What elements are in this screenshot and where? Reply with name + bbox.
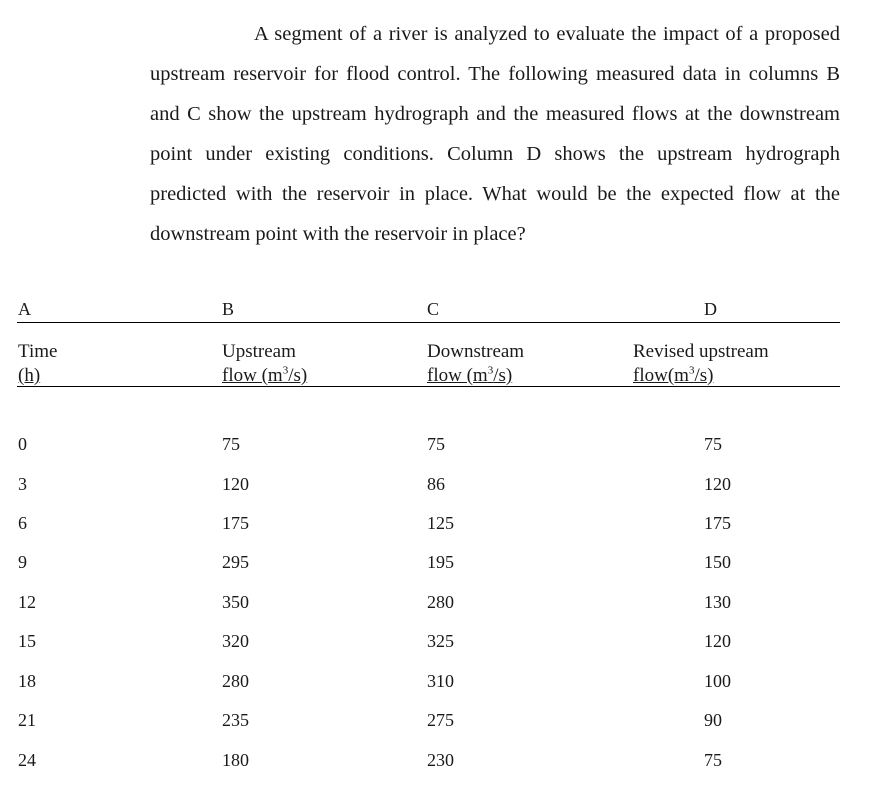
table-header-rule	[17, 386, 840, 387]
problem-statement: A segment of a river is analyzed to evaluate the impact of a proposed upstream reservoir for flood control. The following measured data in columns B and C show the upstream hydrograph and the measured flows at the downstream point under existing conditions. Column D shows the upstream hydrograph predicted with the reservoir in place. What would be the expected flow at the downstream point with the reservoir in place?	[150, 23, 840, 245]
table-cell-downstream: 280	[427, 592, 454, 612]
column-header-downstream-unit: flow $(m^3/s)$	[427, 364, 513, 386]
table-cell-time: 3	[18, 474, 27, 494]
column-header-time-line1: Time	[18, 341, 58, 362]
table-cell-upstream: 320	[222, 631, 249, 651]
table-cell-upstream: 280	[222, 671, 249, 691]
table-cell-downstream: 195	[427, 552, 454, 572]
table-top-rule	[17, 322, 840, 323]
column-header-upstream	[222, 340, 307, 388]
column-letter-a: A	[18, 299, 31, 319]
table-cell-time: 9	[18, 552, 27, 572]
table-cell-revised: 150	[704, 552, 731, 572]
table-cell-upstream: 175	[222, 513, 249, 533]
column-letter-c: C	[427, 299, 440, 319]
table-cell-upstream: 350	[222, 592, 249, 612]
table-cell-revised: 175	[704, 513, 731, 533]
table-cell-downstream: 275	[427, 710, 454, 730]
table-cell-upstream: 75	[222, 434, 240, 454]
column-letter-d: D	[704, 299, 717, 319]
table-cell-time: 15	[18, 631, 36, 651]
column-header-downstream-line1: Downstream	[427, 341, 525, 362]
table-cell-time: 18	[18, 671, 36, 691]
table-cell-time: 21	[18, 710, 36, 730]
table-cell-time: 6	[18, 513, 27, 533]
table-cell-revised: 75	[704, 434, 722, 454]
table-cell-revised: 100	[704, 671, 731, 691]
table-cell-revised: 75	[704, 750, 722, 770]
column-header-time-unit: (h)	[18, 365, 41, 386]
column-header-downstream	[427, 340, 524, 388]
table-cell-time: 0	[18, 434, 27, 454]
column-header-revised-line1: Revised upstream	[633, 341, 769, 362]
table-cell-time: 12	[18, 592, 36, 612]
table-cell-revised: 120	[704, 474, 731, 494]
column-header-upstream-line1: Upstream	[222, 341, 296, 362]
table-cell-upstream: 120	[222, 474, 249, 494]
table-cell-revised: 90	[704, 710, 722, 730]
table-cell-upstream: 235	[222, 710, 249, 730]
table-cell-downstream: 86	[427, 474, 445, 494]
column-header-upstream-unit: flow $(m^3/s)$	[222, 364, 308, 386]
table-cell-downstream: 230	[427, 750, 454, 770]
column-letter-b: B	[222, 299, 235, 319]
table-cell-downstream: 125	[427, 513, 454, 533]
column-header-time	[18, 340, 57, 388]
column-header-revised-unit: $flow(m^3/s)$	[633, 364, 714, 386]
table-cell-time: 24	[18, 750, 36, 770]
table-cell-revised: 130	[704, 592, 731, 612]
table-cell-downstream: 325	[427, 631, 454, 651]
table-cell-revised: 120	[704, 631, 731, 651]
table-cell-downstream: 310	[427, 671, 454, 691]
table-cell-upstream: 180	[222, 750, 249, 770]
table-cell-downstream: 75	[427, 434, 445, 454]
table-cell-upstream: 295	[222, 552, 249, 572]
column-header-revised-upstream	[633, 340, 769, 388]
